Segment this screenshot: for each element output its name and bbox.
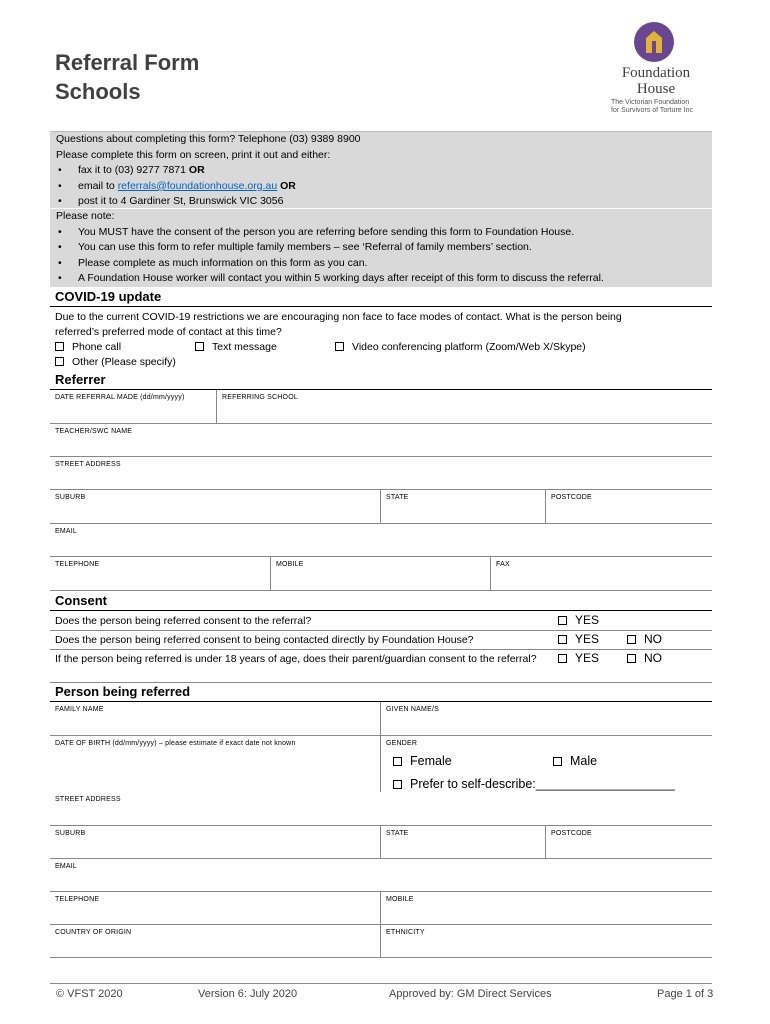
person-state-field[interactable]	[381, 826, 545, 859]
notes-box	[50, 208, 712, 287]
referrer-postcode-field[interactable]	[546, 490, 712, 524]
referrer-state-field[interactable]	[381, 490, 545, 524]
note-item: • You can use this form to refer multiple family members – see ‘Referral of family members’ section.	[56, 240, 706, 256]
email-bullet	[56, 179, 706, 195]
other-label: Other (Please specify)	[72, 356, 176, 368]
footer-version: Version 6: July 2020	[198, 988, 298, 1000]
person-telephone-field[interactable]	[50, 892, 380, 925]
footer-page-number: Page 1 of 3	[657, 988, 714, 1000]
person-mobile-label: MOBILE	[386, 896, 414, 903]
referrer-suburb-field[interactable]	[50, 490, 380, 524]
referrals-email-link[interactable]: referrals@foundationhouse.org.au	[117, 179, 278, 192]
checkbox-icon[interactable]	[627, 654, 636, 663]
title-line-1: Referral Form	[55, 50, 200, 75]
checkbox-icon[interactable]	[393, 780, 402, 789]
consent-section-title: Consent	[50, 592, 712, 611]
email-text: email to	[78, 179, 118, 192]
male-checkbox[interactable]	[553, 754, 597, 768]
footer-copyright: © VFST 2020	[56, 988, 123, 1000]
person-street-field[interactable]	[50, 792, 712, 826]
intro-line-1: Questions about completing this form? Telephone (03) 9389 8900	[56, 133, 361, 145]
referrer-telephone-field[interactable]	[50, 557, 270, 591]
checkbox-icon[interactable]	[55, 342, 64, 351]
female-checkbox[interactable]	[393, 754, 452, 768]
footer-divider	[50, 983, 712, 984]
referrer-mobile-field[interactable]	[271, 557, 490, 591]
consent-row-referral	[50, 612, 712, 631]
referrer-street-label: STREET ADDRESS	[55, 461, 121, 468]
note-item: • Please complete as much information on this form as you can.	[56, 256, 706, 272]
consent-2-no-checkbox[interactable]	[627, 632, 662, 647]
date-referral-label: DATE REFERRAL MADE (dd/mm/yyyy)	[55, 394, 185, 401]
no-label: NO	[644, 632, 662, 646]
country-of-origin-field[interactable]	[50, 925, 380, 958]
other-checkbox[interactable]	[55, 355, 255, 370]
yes-label: YES	[575, 613, 600, 627]
referrer-section-title: Referrer	[50, 371, 712, 390]
notes-heading: Please note:	[56, 210, 115, 222]
referrer-email-label: EMAIL	[55, 528, 78, 535]
female-label: Female	[410, 754, 452, 768]
yes-label: YES	[575, 632, 600, 646]
ethnicity-label: ETHNICITY	[386, 929, 425, 936]
consent-3-no-checkbox[interactable]	[627, 651, 662, 666]
referring-school-field[interactable]	[217, 390, 712, 424]
fax-or: OR	[188, 164, 205, 177]
person-postcode-field[interactable]	[546, 826, 712, 859]
no-label: NO	[644, 651, 662, 665]
note-item: • A Foundation House worker will contact you within 5 working days after receipt of this form to discuss the referral.	[56, 271, 706, 287]
family-name-label: FAMILY NAME	[55, 706, 104, 713]
checkbox-icon[interactable]	[627, 635, 636, 644]
self-describe-label: Prefer to self-describe:____________________	[410, 777, 675, 791]
consent-question-3: If the person being referred is under 18 years of age, does their parent/guardian consent to the referral?	[55, 653, 537, 665]
phone-call-label: Phone call	[72, 341, 122, 353]
consent-question-2: Does the person being referred consent to being contacted directly by Foundation House?	[55, 634, 474, 646]
intro-box	[50, 131, 712, 208]
referrer-fax-field[interactable]	[491, 557, 712, 591]
post-bullet: • post it to 4 Gardiner St, Brunswick VIC 3056	[56, 194, 706, 210]
person-street-label: STREET ADDRESS	[55, 796, 121, 803]
person-mobile-field[interactable]	[381, 892, 712, 925]
male-label: Male	[570, 754, 598, 768]
referrer-suburb-label: SUBURB	[55, 494, 86, 501]
given-names-label: GIVEN NAME/S	[386, 706, 439, 713]
person-section-title: Person being referred	[50, 683, 712, 702]
video-conferencing-label: Video conferencing platform (Zoom/Web X/Skype)	[352, 341, 586, 353]
logo-name-line-2: House	[636, 81, 676, 97]
self-describe-checkbox[interactable]	[393, 777, 675, 791]
fax-text: fax it to (03) 9277 7871	[78, 164, 189, 177]
date-referral-field[interactable]	[50, 390, 216, 424]
family-name-field[interactable]	[50, 702, 380, 736]
referrer-email-field[interactable]	[50, 524, 712, 557]
title-line-2: Schools	[55, 79, 141, 104]
checkbox-icon[interactable]	[55, 357, 64, 366]
note-item: • You MUST have the consent of the person you are referring before sending this form to Foundation House.	[56, 225, 706, 241]
covid-text	[55, 310, 710, 340]
video-conferencing-checkbox[interactable]	[335, 340, 665, 355]
checkbox-icon[interactable]	[195, 342, 204, 351]
phone-call-checkbox[interactable]	[55, 340, 205, 355]
consent-row-contact	[50, 631, 712, 650]
checkbox-icon[interactable]	[558, 635, 567, 644]
consent-1-yes-checkbox[interactable]	[558, 613, 599, 628]
form-title	[55, 48, 199, 106]
person-postcode-label: POSTCODE	[551, 830, 592, 837]
checkbox-icon[interactable]	[335, 342, 344, 351]
fax-bullet	[56, 163, 706, 179]
house-icon	[646, 31, 662, 53]
consent-3-yes-checkbox[interactable]	[558, 651, 599, 666]
logo-subtitle-line-2: for Survivors of Torture Inc	[611, 107, 693, 114]
intro-line-2: Please complete this form on screen, print it out and either:	[56, 148, 331, 161]
referrer-postcode-label: POSTCODE	[551, 494, 592, 501]
referrer-fax-label: FAX	[496, 561, 510, 568]
logo-name-line-1: Foundation	[621, 65, 691, 81]
person-email-label: EMAIL	[55, 863, 78, 870]
person-suburb-field[interactable]	[50, 826, 380, 859]
teacher-name-field[interactable]	[50, 424, 712, 457]
covid-text-line-1: Due to the current COVID-19 restrictions we are encouraging non face to face modes of contact. What is the person being	[55, 311, 622, 323]
yes-label: YES	[575, 651, 600, 665]
referrer-mobile-label: MOBILE	[276, 561, 304, 568]
given-names-field[interactable]	[381, 702, 712, 736]
ethnicity-field[interactable]	[381, 925, 712, 958]
checkbox-icon[interactable]	[558, 654, 567, 663]
person-state-label: STATE	[386, 830, 409, 837]
teacher-name-label: TEACHER/SWC NAME	[55, 428, 133, 435]
foundation-house-logo	[606, 22, 706, 117]
logo-subtitle-line-1: The Victorian Foundation	[611, 99, 690, 106]
person-suburb-label: SUBURB	[55, 830, 86, 837]
referrer-state-label: STATE	[386, 494, 409, 501]
referring-school-label: REFERRING SCHOOL	[222, 394, 298, 401]
covid-section-title: COVID-19 update	[50, 288, 712, 307]
checkbox-icon[interactable]	[558, 616, 567, 625]
date-of-birth-field[interactable]	[50, 736, 380, 792]
consent-row-guardian	[50, 650, 712, 683]
referrer-telephone-label: TELEPHONE	[55, 561, 100, 568]
gender-label: GENDER	[386, 740, 418, 747]
country-of-origin-label: COUNTRY OF ORIGIN	[55, 929, 132, 936]
text-message-checkbox[interactable]	[195, 340, 335, 355]
covid-text-line-2: referred’s preferred mode of contact at this time?	[55, 326, 282, 338]
email-or: OR	[277, 179, 296, 192]
consent-2-yes-checkbox[interactable]	[558, 632, 599, 647]
text-message-label: Text message	[212, 341, 277, 353]
checkbox-icon[interactable]	[553, 757, 562, 766]
footer-approved: Approved by: GM Direct Services	[389, 988, 552, 1000]
consent-question-1: Does the person being referred consent to the referral?	[55, 615, 312, 627]
checkbox-icon[interactable]	[393, 757, 402, 766]
date-of-birth-label: DATE OF BIRTH (dd/mm/yyyy) – please estimate if exact date not known	[55, 740, 296, 747]
person-telephone-label: TELEPHONE	[55, 896, 100, 903]
referrer-street-field[interactable]	[50, 457, 712, 490]
person-email-field[interactable]	[50, 859, 712, 892]
